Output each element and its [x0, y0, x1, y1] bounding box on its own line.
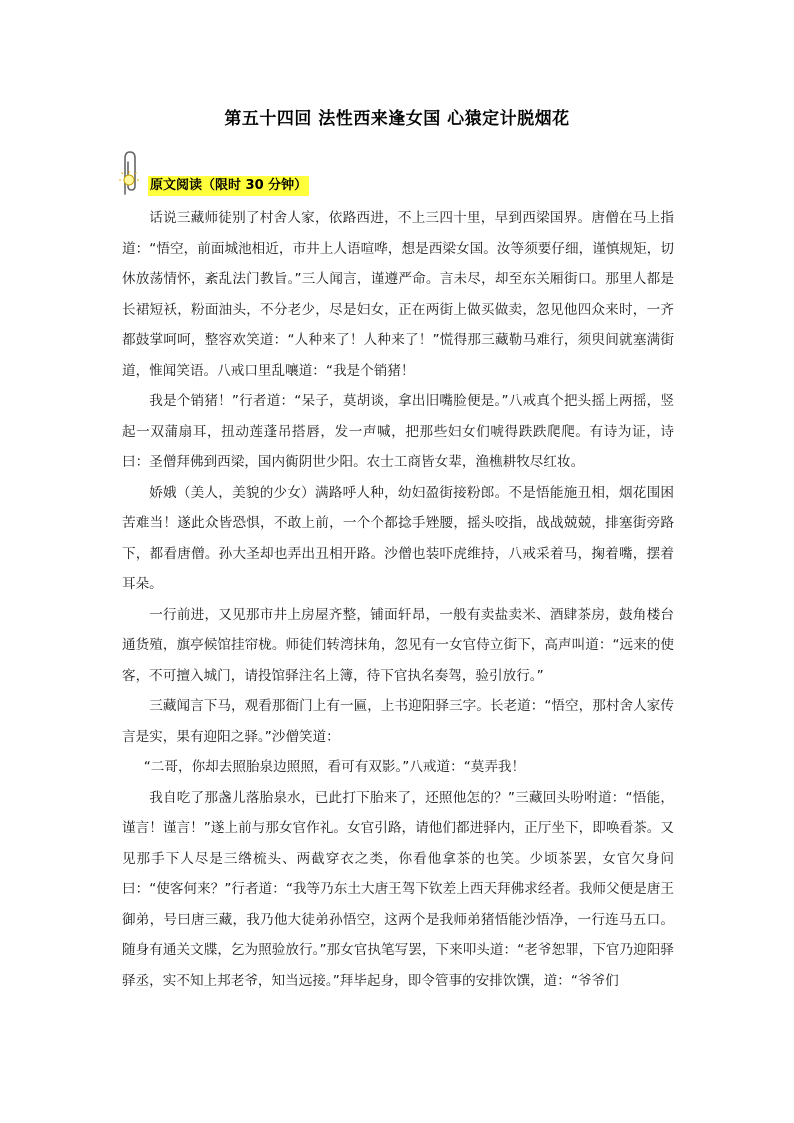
chapter-title: 第五十四回 法性西来逢女国 心猿定计脱烟花: [224, 109, 570, 129]
paragraph: 我自吃了那盏儿落胎泉水，已此打下胎来了，还照他怎的？”三藏回头吩咐道：“悟能，谨言！谨言！”遂上前与那女官作礼。女官引路，请他们都进驿内，正厅坐下，即唤看茶。又见那手下人尽是三绺梳头、两截穿衣之类，你看他拿茶的也笑。少顷茶罢，女官欠身问曰：“使客何来？”行者道：“我等乃东土大唐王驾下钦差上西天拜佛求经者。我师父便是唐王御弟，号曰唐三藏，我乃他大徒弟孙悟空，这两个是我师弟猪悟能沙悟净，一行连马五口。随身有通关文牒，乞为照验放行。”那女官执笔写罢，下来叩头道：“老爷恕罪，下官乃迎阳驿驿丞，实不知上邦老爷，知当远接。”拜毕起身，即令管事的安排饮馔，道：“爷爷们: [122, 789, 674, 989]
section-label-reading: 原文阅读（限时 30 分钟）: [148, 176, 309, 196]
paragraph: 我是个销猪！”行者道：“呆子，莫胡谈，拿出旧嘴脸便是。”八戒真个把头摇上两摇，竖起一双蒲扇耳，扭动莲蓬吊搭唇，发一声喊，把那些妇女们唬得跌跌爬爬。有诗为证，诗曰：圣僧拜佛到西梁，国内衠阴世少阳。农士工商皆女辈，渔樵耕牧尽红妆。: [122, 393, 674, 470]
paperclip-bulb-icon: [116, 150, 142, 196]
paragraph: 三藏闻言下马，观看那衙门上有一匾，上书迎阳驿三字。长老道：“悟空，那村舍人家传言是实，果有迎阳之驿。”沙僧笑道：: [122, 698, 674, 745]
paragraph: “二哥，你却去照胎泉边照照，看可有双影。”八戒道：“莫弄我！: [143, 759, 526, 775]
paragraph: 娇娥（美人，美貌的少女）满路呼人种，幼妇盈街接粉郎。不是悟能施丑相，烟花围困苦难当！遂此众皆恐惧，不敢上前，一个个都捻手矬腰，摇头咬指，战战兢兢，排塞街旁路下，都看唐僧。孙大圣却也弄出丑相开路。沙僧也装吓虎维持，八戒采着马，掬着嘴，摆着耳朵。: [122, 484, 674, 592]
body-text: [122, 203, 674, 996]
paragraph: 一行前进，又见那市井上房屋齐整，铺面轩昂，一般有卖盐卖米、酒肆茶房，鼓角楼台通货殖，旗亭候馆挂帘栊。师徒们转湾抹角，忽见有一女官侍立街下，高声叫道：“远来的使客，不可擅入城门，请投馆驿注名上簿，待下官执名奏驾，验引放行。”: [122, 606, 674, 684]
paragraph: 话说三藏师徒别了村舍人家，依路西进，不上三四十里，早到西梁国界。唐僧在马上指道：“悟空，前面城池相近，市井上人语喧哗，想是西梁女国。汝等须要仔细，谨慎规矩，切休放荡情怀，紊乱法门教旨。”三人闻言，谨遵严命。言未尽，却至东关厢街口。那里人都是长裙短袄，粉面油头，不分老少，尽是妇女，正在两街上做买做卖，忽见他四众来时，一齐都鼓掌呵呵，整容欢笑道：“人种来了！人种来了！”慌得那三藏勒马难行，须臾间就塞满街道，惟闻笑语。八戒口里乱嚷道：“我是个销猪！: [122, 210, 674, 379]
